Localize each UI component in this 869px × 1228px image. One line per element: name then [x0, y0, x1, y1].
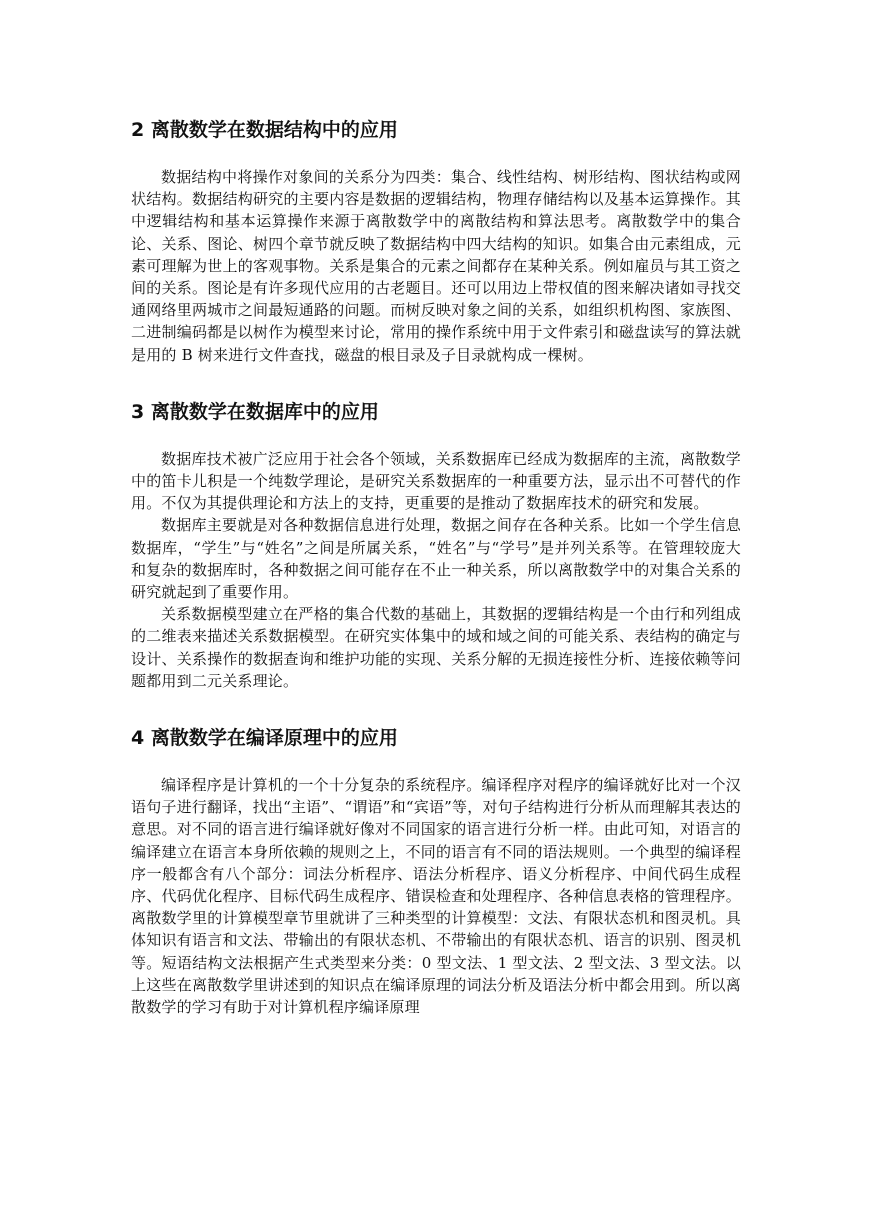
section-heading: 4 离散数学在编译原理中的应用	[131, 727, 398, 750]
section-heading: 2 离散数学在数据结构中的应用	[131, 119, 398, 141]
paragraph: 数据结构中将操作对象间的关系分为四类：集合、线性结构、树形结构、图状结构或网状结构。数据结构研究的主要内容是数据的逻辑结构，物理存储结构以及基本运算操作。其中逻辑结构和基本运算操作来源于离散数学中的离散结构和算法思考。离散数学中的集合论、关系、图论、树四个章节就反映了数据结构中四大结构的知识。如集合由元素组成，元素可理解为世上的客观事物。关系是集合的元素之间都存在某种关系。例如雇员与其工资之间的关系。图论是有许多现代应用的古老题目。还可以用边上带权值的图来解决诸如寻找交通网络里两城市之间最短通路的问题。而树反映对象之间的关系，如组织机构图、家族图、二进制编码都是以树作为模型来讨论，常用的操作系统中用于文件索引和磁盘读写的算法就是用的 B 树来进行文件查找，磁盘的根目录及子目录就构成一棵树。	[131, 168, 741, 364]
paragraph: 数据库主要就是对各种数据信息进行处理，数据之间存在各种关系。比如一个学生信息数据库，“学生”与“姓名”之间是所属关系，“姓名”与“学号”是并列关系等。在管理较庞大和复杂的数据库时，各种数据之间可能存在不止一种关系，所以离散数学中的对集合关系的研究就起到了重要作用。	[131, 516, 741, 602]
section-compilers	[131, 724, 741, 1018]
paragraph: 数据库技术被广泛应用于社会各个领域，关系数据库已经成为数据库的主流，离散数学中的笛卡儿积是一个纯数学理论，是研究关系数据库的一种重要方法，显示出不可替代的作用。不仅为其提供理论和方法上的支持，更重要的是推动了数据库技术的研究和发展。	[131, 449, 741, 513]
paragraph: 关系数据模型建立在严格的集合代数的基础上，其数据的逻辑结构是一个由行和列组成的二维表来描述关系数据模型。在研究实体集中的域和域之间的可能关系、表结构的确定与设计、关系操作的数据查询和维护功能的实现、关系分解的无损连接性分析、连接依赖等问题都用到二元关系理论。	[131, 605, 741, 690]
section-heading: 3 离散数学在数据库中的应用	[131, 400, 379, 423]
section-data-structures	[131, 116, 741, 366]
section-databases	[131, 398, 741, 692]
paragraph: 编译程序是计算机的一个十分复杂的系统程序。编译程序对程序的编译就好比对一个汉语句子进行翻译，找出“主语”、“谓语”和“宾语”等，对句子结构进行分析从而理解其表达的意思。对不同的语言进行编译就好像对不同国家的语言进行分析一样。由此可知，对语言的编译建立在语言本身所依赖的规则之上，不同的语言有不同的语法规则。一个典型的编译程序一般都含有八个部分：词法分析程序、语法分析程序、语义分析程序、中间代码生成程序、代码优化程序、目标代码生成程序、错误检查和处理程序、各种信息表格的管理程序。离散数学里的计算模型章节里就讲了三种类型的计算模型：文法、有限状态机和图灵机。具体知识有语言和文法、带输出的有限状态机、不带输出的有限状态机、语言的识别、图灵机等。短语结构文法根据产生式类型来分类：0 型文法、1 型文法、2 型文法、3 型文法。以上这些在离散数学里讲述到的知识点在编译原理的词法分析及语法分析中都会用到。所以离散数学的学习有助于对计算机程序编译原理	[131, 776, 741, 1017]
document-page	[131, 116, 741, 1050]
